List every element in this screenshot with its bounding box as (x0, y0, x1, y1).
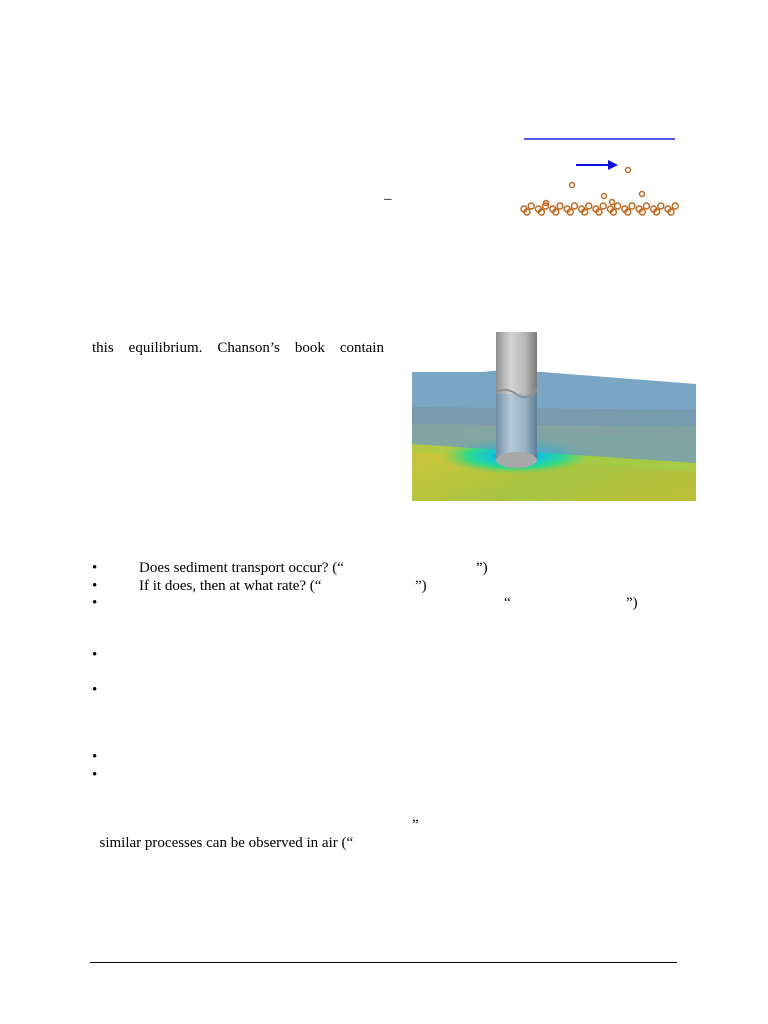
list-item-close: ”) (476, 560, 488, 576)
sediment-particle (586, 203, 592, 209)
bullet-icon: • (92, 682, 98, 698)
word: Chanson’s (217, 340, 280, 356)
pier-lower (496, 394, 537, 460)
list-item-text: Does sediment transport occur? (“ (139, 560, 344, 576)
word: book (294, 340, 325, 356)
list-item-open: “ (504, 595, 511, 611)
sediment-particle (528, 203, 534, 209)
bullet-icon: • (92, 595, 98, 611)
sediment-particle (571, 203, 577, 209)
sediment-transport-figure (515, 130, 685, 225)
word: this (92, 340, 114, 356)
sediment-particle (610, 200, 615, 205)
pier-upper (496, 332, 537, 394)
sediment-particle (626, 168, 631, 173)
footer-rule (90, 962, 677, 963)
pier-base (496, 452, 537, 468)
sediment-particle (602, 194, 607, 199)
paragraph-line (92, 816, 419, 870)
flow-direction-arrow (576, 160, 618, 170)
water-surface (412, 370, 696, 410)
sediment-particle (658, 203, 664, 209)
sediment-particle (672, 203, 678, 209)
water-surface-shade (412, 407, 696, 427)
sediment-particle (640, 192, 645, 197)
bullet-icon: • (92, 749, 98, 765)
sediment-particle (570, 183, 575, 188)
sediment-particle (600, 203, 606, 209)
bridge-pier-scour-render (412, 332, 696, 501)
sediment-particle (643, 203, 649, 209)
sediment-particle (629, 203, 635, 209)
bullet-icon: • (92, 578, 98, 594)
bullet-icon: • (92, 560, 98, 576)
paragraph-text: similar processes can be observed in air (“ (99, 835, 354, 851)
list-item-close: ”) (415, 578, 427, 594)
word: equilibrium. (128, 340, 203, 356)
paragraph-line (92, 339, 384, 357)
sediment-particles (521, 168, 678, 216)
list-item-close: ”) (626, 595, 638, 611)
sediment-particle (557, 203, 563, 209)
word: contain (339, 340, 384, 356)
paragraph-close-quote: ” (412, 817, 419, 833)
list-item-text: If it does, then at what rate? (“ (139, 578, 322, 594)
bullet-icon: • (92, 767, 98, 783)
sediment-particle (615, 203, 621, 209)
text-dash: – (384, 191, 392, 207)
bullet-icon: • (92, 647, 98, 663)
